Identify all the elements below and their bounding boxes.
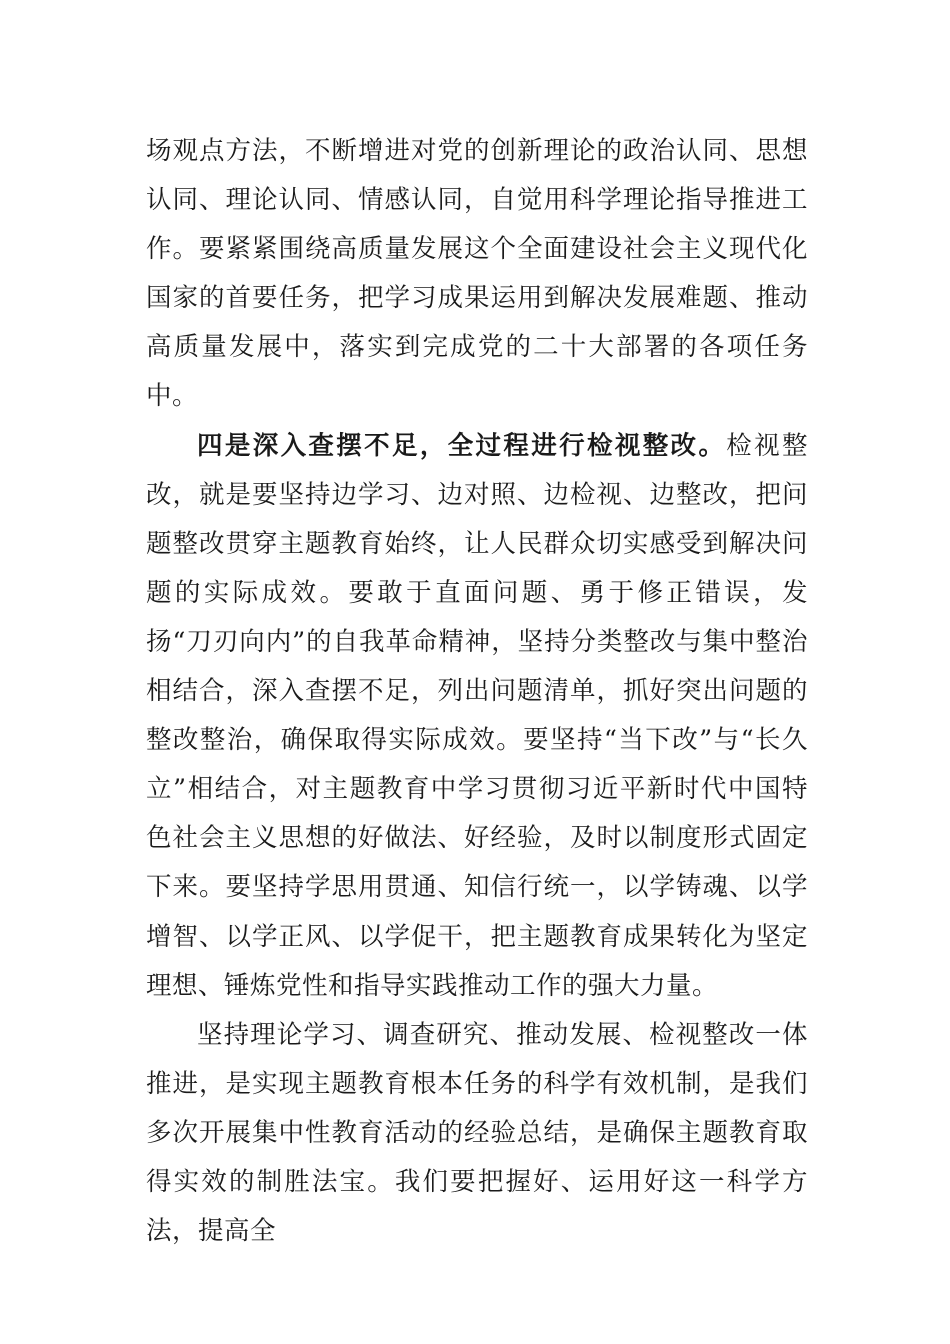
paragraph-text: 坚持理论学习、调查研究、推动发展、检视整改一体推进，是实现主题教育根本任务的科学有效机制，是我们多次开展集中性教育活动的经验总结，是确保主题教育取得实效的制胜法宝。我们要把握好、运用好这一科学方法，提高全 [146, 1019, 808, 1247]
paragraph-continuation [146, 127, 808, 422]
paragraph-point-four [146, 422, 808, 1011]
paragraph-text: 检视整改，就是要坚持边学习、边对照、边检视、边整改，把问题整改贯穿主题教育始终，让人民群众切实感受到解决问题的实际成效。要敢于直面问题、勇于修正错误，发扬“刀刃向内”的自我革命精神，坚持分类整改与集中整治相结合，深入查摆不足，列出问题清单，抓好突出问题的整改整治，确保取得实际成效。要坚持“当下改”与“长久立”相结合，对主题教育中学习贯彻习近平新时代中国特色社会主义思想的好做法、好经验，及时以制度形式固定下来。要坚持学思用贯通、知信行统一，以学铸魂、以学增智、以学正风、以学促干，把主题教育成果转化为坚定理想、锤炼党性和指导实践推动工作的强大力量。 [146, 430, 808, 1001]
paragraph-summary [146, 1011, 808, 1256]
document-page [146, 127, 808, 1256]
paragraph-heading: 四是深入查摆不足，全过程进行检视整改。 [197, 430, 727, 461]
paragraph-text: 场观点方法，不断增进对党的创新理论的政治认同、思想认同、理论认同、情感认同，自觉用科学理论指导推进工作。要紧紧围绕高质量发展这个全面建设社会主义现代化国家的首要任务，把学习成果运用到解决发展难题、推动高质量发展中，落实到完成党的二十大部署的各项任务中。 [146, 136, 808, 412]
